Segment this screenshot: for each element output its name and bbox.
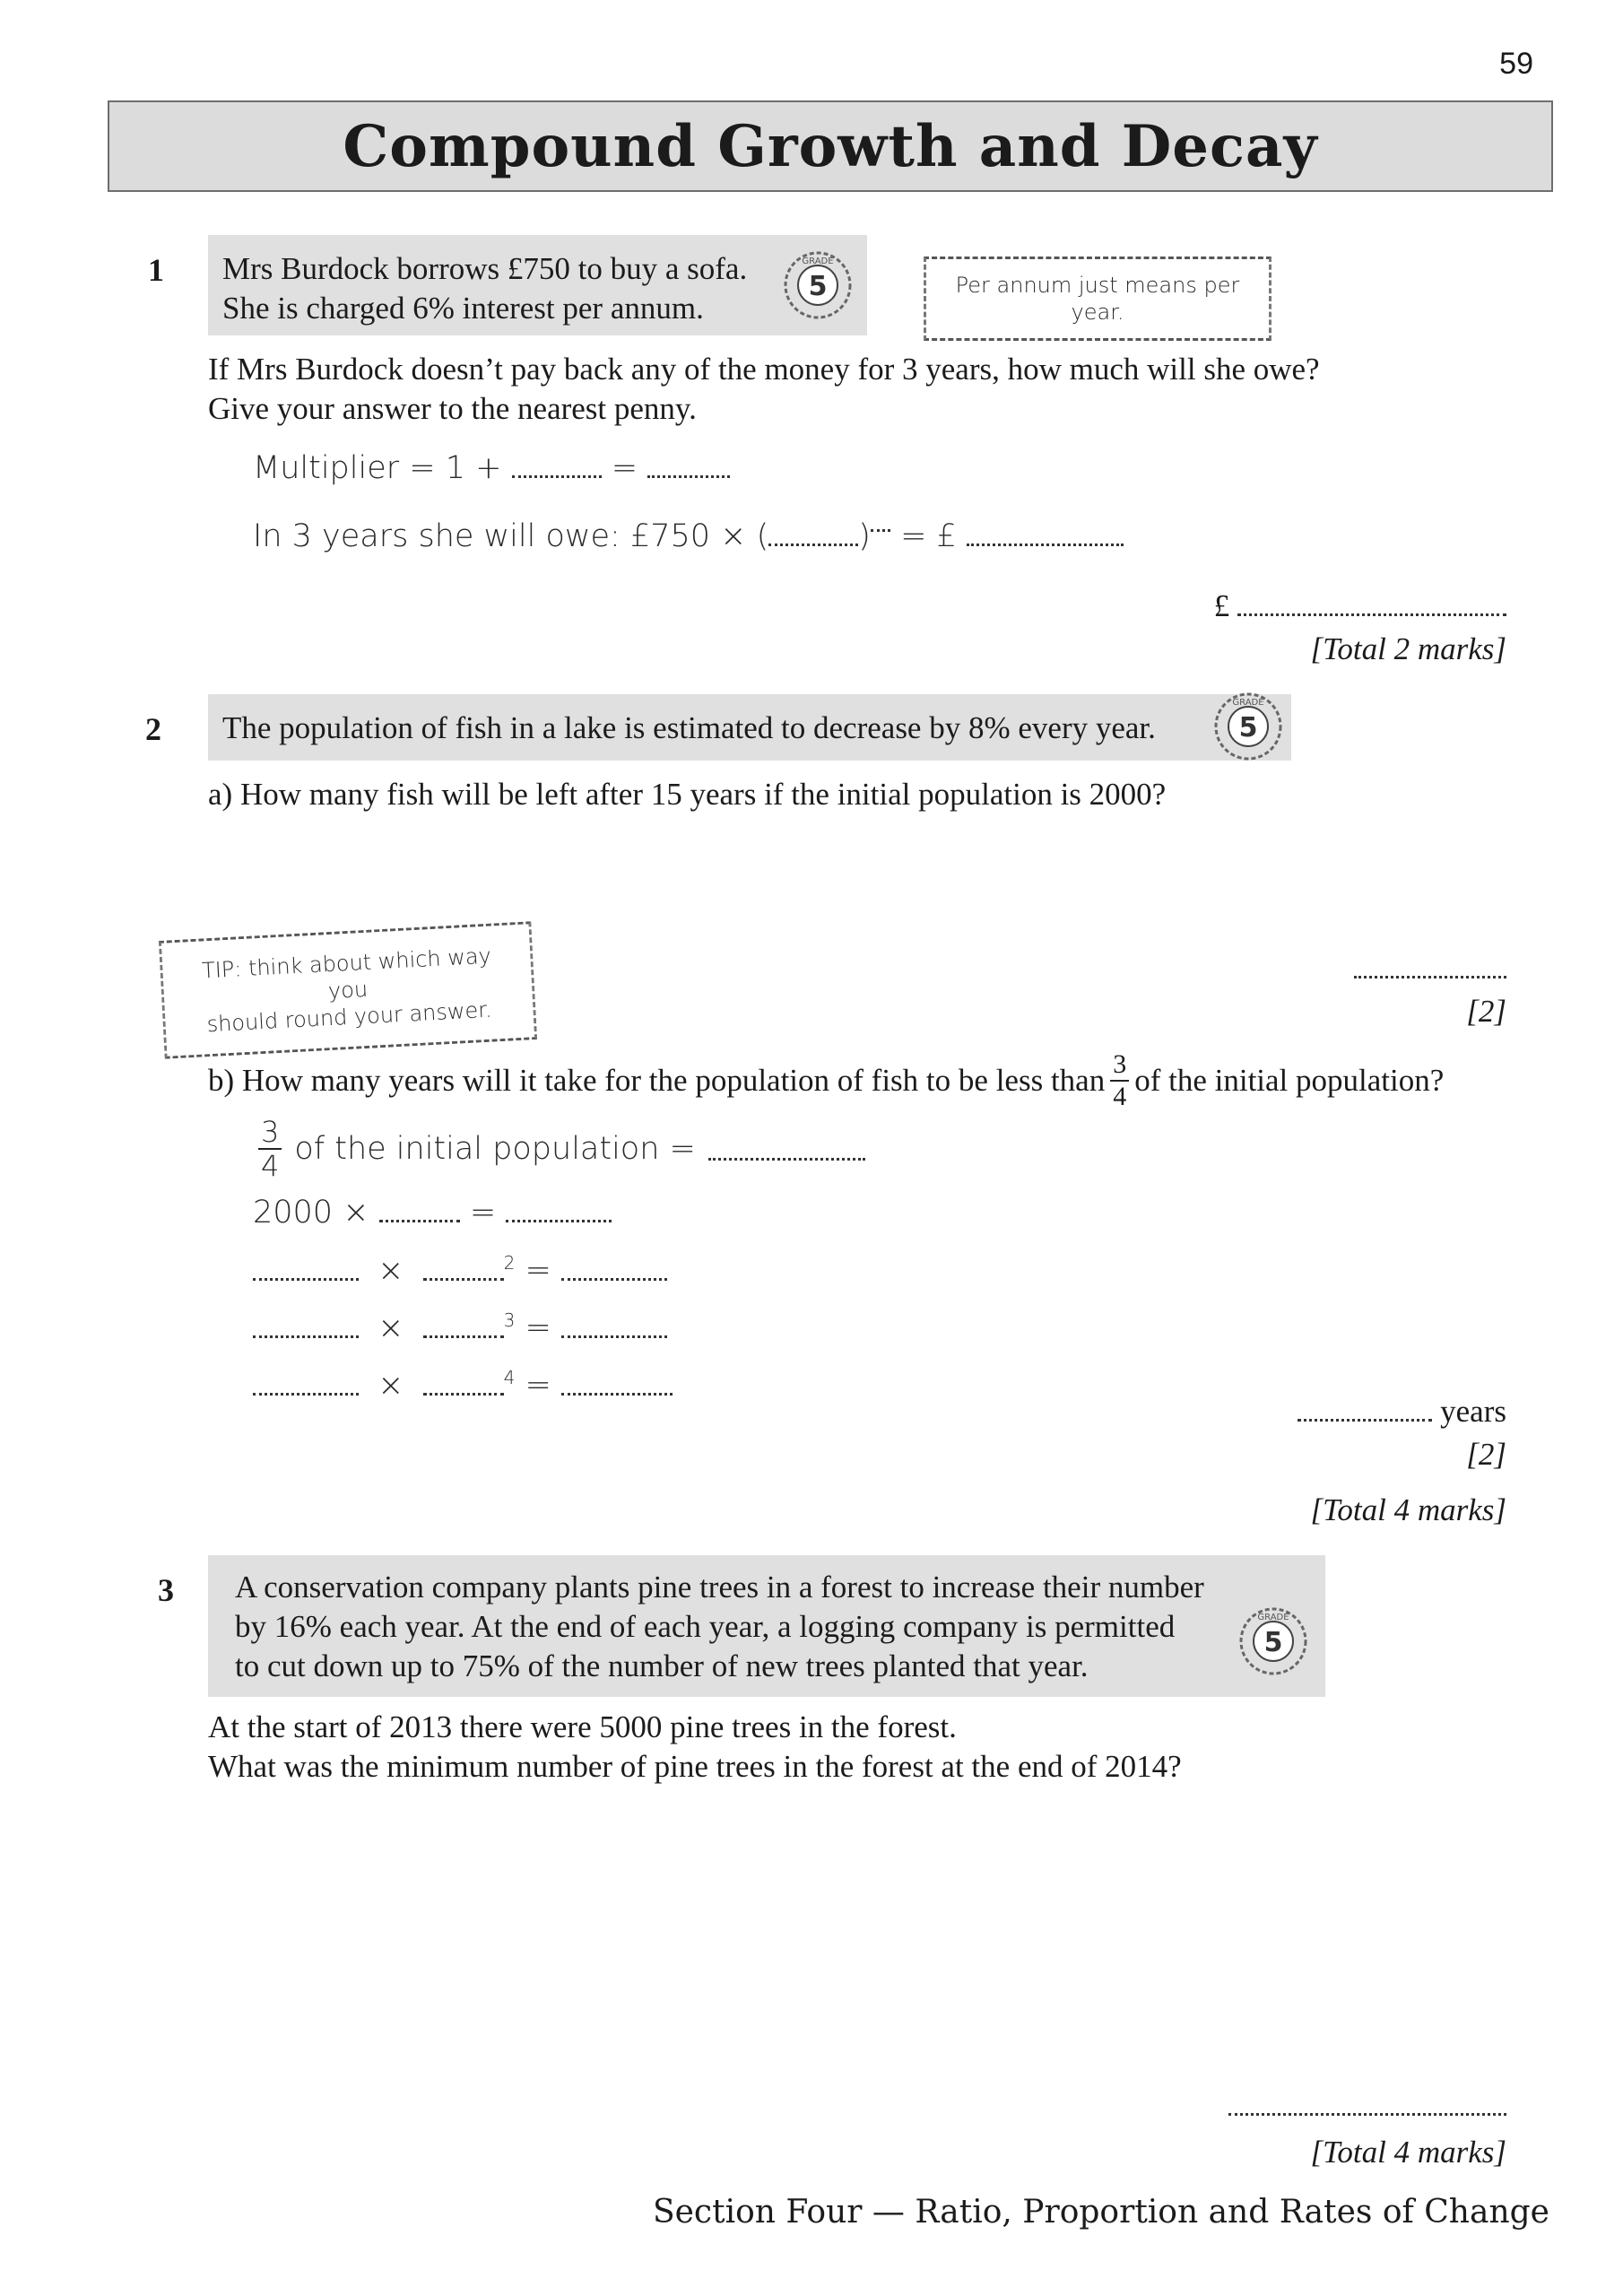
question-2a-prompt: a) How many fish will be left after 15 years if the initial population is 2000? xyxy=(208,777,1167,812)
question-2b-answer-blank[interactable] xyxy=(1298,1396,1432,1422)
question-3-answer-blank[interactable] xyxy=(1228,2090,1506,2116)
multiplier-label: Multiplier = 1 + xyxy=(253,450,502,486)
question-2a-marks: [2] xyxy=(1466,994,1506,1029)
section-footer: Section Four — Ratio, Proportion and Rates of Change xyxy=(652,2194,1549,2231)
grade-number: 5 xyxy=(808,271,828,302)
question-3-line-1: A conservation company plants pine trees in a forest to increase their number xyxy=(235,1570,1204,1605)
question-2b-marks: [2] xyxy=(1466,1437,1506,1472)
question-1-number: 1 xyxy=(148,252,164,288)
multiplier-working xyxy=(253,450,730,486)
working-line-3-exponent: 2 xyxy=(503,1252,516,1274)
working-line-4-equals: = xyxy=(525,1309,551,1346)
question-3-number: 3 xyxy=(158,1572,174,1608)
page-number: 59 xyxy=(1499,47,1533,81)
question-2-number: 2 xyxy=(145,711,161,747)
working-line-3-blank-2[interactable] xyxy=(423,1255,504,1281)
grade-5-badge-icon xyxy=(1237,1605,1309,1677)
question-2a-answer xyxy=(1237,951,1506,987)
question-3-box xyxy=(208,1555,1325,1697)
working-line-4-blank-2[interactable] xyxy=(423,1312,504,1338)
question-2-marks: [Total 4 marks] xyxy=(1310,1492,1506,1527)
question-3-answer xyxy=(1148,2088,1506,2124)
question-2-intro: The population of fish in a lake is estimated to decrease by 8% every year. xyxy=(222,710,1156,745)
grade-5-badge-icon xyxy=(782,249,854,321)
question-2b-prompt-start: b) How many years will it take for the population of fish to be less than xyxy=(208,1063,1106,1098)
working-line-4-exponent: 3 xyxy=(503,1309,516,1331)
question-2b-answer xyxy=(1237,1394,1506,1430)
working-line-1-label: of the initial population = xyxy=(294,1131,696,1167)
working-line-2-blank-1[interactable] xyxy=(379,1196,460,1222)
working-line-4 xyxy=(253,1309,667,1346)
owe-working xyxy=(253,518,1124,554)
fraction-numerator: 3 xyxy=(258,1118,282,1150)
working-line-5-blank-3[interactable] xyxy=(561,1370,673,1396)
fraction-denominator: 4 xyxy=(261,1149,280,1183)
grade-word: GRADE xyxy=(802,257,834,266)
working-line-1-blank[interactable] xyxy=(708,1138,865,1161)
grade-word: GRADE xyxy=(1257,1613,1289,1622)
grade-number: 5 xyxy=(1238,712,1258,744)
multiplier-blank-2[interactable] xyxy=(647,452,730,478)
question-2a-answer-blank[interactable] xyxy=(1354,952,1506,978)
question-3-line-3: to cut down up to 75% of the number of new trees planted that year. xyxy=(235,1648,1089,1683)
working-line-4-blank-1[interactable] xyxy=(253,1312,359,1338)
three-quarters-fraction xyxy=(1110,1051,1129,1110)
owe-equals: = £ xyxy=(900,518,957,554)
tip-per-annum: Per annum just means per year. xyxy=(924,257,1271,341)
question-3-prompt-2: What was the minimum number of pine trees in the forest at the end of 2014? xyxy=(208,1749,1182,1784)
owe-blank-multiplier[interactable] xyxy=(768,520,858,546)
working-line-3-times: × xyxy=(378,1252,404,1289)
question-3-line-2: by 16% each year. At the end of each year, a logging company is permitted xyxy=(235,1609,1176,1644)
owe-blank-exponent[interactable] xyxy=(871,522,890,532)
question-1-answer xyxy=(1112,588,1506,624)
grade-number: 5 xyxy=(1263,1627,1283,1658)
years-label: years xyxy=(1440,1394,1506,1429)
question-1-line-1: Mrs Burdock borrows £750 to buy a sofa. xyxy=(222,251,748,286)
answer-pound-sign: £ xyxy=(1213,588,1230,623)
working-line-4-times: × xyxy=(378,1309,404,1346)
owe-label: In 3 years she will owe: £750 × ( xyxy=(253,518,769,554)
working-line-3 xyxy=(253,1252,667,1289)
question-3-marks: [Total 4 marks] xyxy=(1310,2135,1506,2170)
question-1-answer-blank[interactable] xyxy=(1237,590,1506,616)
multiplier-blank-1[interactable] xyxy=(512,452,602,478)
working-line-5-times: × xyxy=(378,1367,404,1404)
working-line-5-equals: = xyxy=(525,1367,551,1404)
working-line-2-label: 2000 × xyxy=(253,1195,369,1231)
working-line-5-blank-1[interactable] xyxy=(253,1370,359,1396)
working-line-5-exponent: 4 xyxy=(503,1367,516,1388)
tip-rounding xyxy=(159,921,537,1059)
question-2b-prompt xyxy=(208,1051,1444,1110)
question-2-box xyxy=(208,694,1291,761)
working-line-2-blank-2[interactable] xyxy=(506,1196,612,1222)
working-line-5 xyxy=(253,1367,673,1404)
question-1-prompt-1: If Mrs Burdock doesn’t pay back any of the money for 3 years, how much will she owe? xyxy=(208,352,1320,387)
working-line-3-blank-1[interactable] xyxy=(253,1255,359,1281)
tip-rounding-line-1: TIP: think about which way you xyxy=(201,943,492,1004)
question-2b-prompt-end: of the initial population? xyxy=(1134,1063,1445,1098)
working-line-5-blank-2[interactable] xyxy=(423,1370,504,1396)
owe-blank-result[interactable] xyxy=(967,520,1124,546)
fraction-numerator: 3 xyxy=(1110,1051,1129,1082)
working-line-3-blank-3[interactable] xyxy=(561,1255,667,1281)
tip-rounding-line-2: should round your answer. xyxy=(205,996,493,1038)
question-1-box xyxy=(208,235,867,335)
working-line-4-blank-3[interactable] xyxy=(561,1312,667,1338)
grade-word: GRADE xyxy=(1232,698,1264,708)
working-line-3-equals: = xyxy=(525,1252,551,1289)
page-title: Compound Growth and Decay xyxy=(343,112,1318,180)
working-line-2 xyxy=(253,1195,612,1231)
multiplier-equals: = xyxy=(611,450,638,486)
question-1-prompt-2: Give your answer to the nearest penny. xyxy=(208,391,697,426)
question-1-marks: [Total 2 marks] xyxy=(1310,631,1506,666)
working-three-quarters xyxy=(253,1115,865,1183)
working-line-2-equals: = xyxy=(469,1195,497,1231)
working-fraction xyxy=(258,1115,282,1183)
question-3-prompt-1: At the start of 2013 there were 5000 pine trees in the forest. xyxy=(208,1709,957,1744)
question-1-line-2: She is charged 6% interest per annum. xyxy=(222,291,704,326)
owe-close-bracket: ) xyxy=(858,518,871,554)
fraction-denominator: 4 xyxy=(1113,1082,1127,1111)
title-banner xyxy=(108,100,1553,192)
grade-5-badge-icon xyxy=(1212,691,1284,762)
